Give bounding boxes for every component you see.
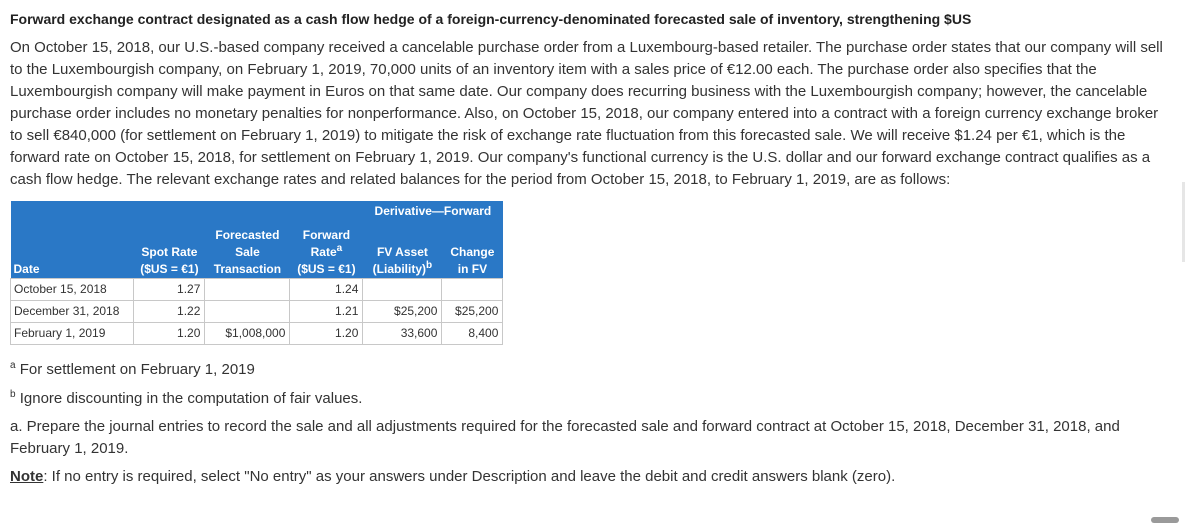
col-header-forecasted-sale: Forecasted Sale Transaction	[205, 220, 290, 279]
cell-date: October 15, 2018	[11, 279, 134, 301]
footnote-a: $^a$ For settlement on February 1, 2019	[10, 360, 255, 378]
cell-fv-asset: $25,200	[363, 301, 442, 323]
cell-fv-asset: 33,600	[363, 323, 442, 345]
cell-change-in-fv	[442, 279, 503, 301]
cell-forecasted-sale: $1,008,000	[205, 323, 290, 345]
cell-forecasted-sale	[205, 279, 290, 301]
cell-date: February 1, 2019	[11, 323, 134, 345]
col-header-fv-asset: FV Asset (Liability)$^b$	[363, 220, 442, 279]
cell-forward-rate: 1.20	[290, 323, 363, 345]
cell-fv-asset	[363, 279, 442, 301]
problem-intro: On October 15, 2018, our U.S.-based company received a cancelable purchase order from a Luxembourg-based retailer. The purchase order states that our company will sell to the Luxembourgish company, on February 1, 2019, 70,000 units of an inventory item with a sales price of €12.00 each. The purchase order also specifies that the Luxembourgish company will make payment in Euros on that same date. Our company does recurring business with the Luxembourgish company; however, the cancelable purchase order includes no monetary penalties for nonperformance. Also, on October 15, 2018, our company entered into a contract with a foreign currency exchange broker to sell €840,000 (for settlement on February 1, 2019) to mitigate the risk of exchange rate fluctuation from this forecasted sale. We will receive $1.24 per €1, which is the forward rate on October 15, 2018, for settlement on February 1, 2019. Our company's functional currency is the U.S. dollar and our forward exchange contract qualifies as a cash flow hedge. The relevant exchange rates and related balances for the period from October 15, 2018, to February 1, 2019, are as follows:	[10, 39, 1163, 188]
footnote-b: $^b$ Ignore discounting in the computation of fair values.	[10, 389, 363, 407]
cell-change-in-fv: 8,400	[442, 323, 503, 345]
exchange-rate-table	[10, 201, 503, 345]
question-a: a. Prepare the journal entries to record the sale and all adjustments required for the forecasted sale and forward contract at October 15, 2018, December 31, 2018, and February 1, 2019.	[10, 418, 1120, 457]
cell-spot-rate: 1.27	[134, 279, 205, 301]
cell-date: December 31, 2018	[11, 301, 134, 323]
footnote-mark-a: a	[336, 243, 343, 254]
problem-title: Forward exchange contract designated as a cash flow hedge of a foreign-currency-denominated forecasted sale of inventory, strengthening $US	[10, 11, 972, 27]
col-header-forward-rate: Forward Rate$^a$ ($US = €1)	[290, 220, 363, 279]
problem-content	[10, 0, 1170, 488]
cell-spot-rate: 1.20	[134, 323, 205, 345]
cell-spot-rate: 1.22	[134, 301, 205, 323]
table-row	[11, 323, 503, 345]
table-row	[11, 301, 503, 323]
col-header-change-in-fv: Change in FV	[442, 220, 503, 279]
note	[10, 466, 1170, 488]
note-text: : If no entry is required, select "No entry" as your answers under Description and leave the debit and credit answers blank (zero).	[43, 468, 896, 485]
col-header-spot-rate: Spot Rate ($US = €1)	[134, 220, 205, 279]
note-label: Note	[10, 468, 44, 485]
col-header-date: Date	[11, 220, 134, 279]
derivative-forward-header: Derivative—Forward	[363, 201, 503, 220]
cell-forward-rate: 1.24	[290, 279, 363, 301]
cell-forward-rate: 1.21	[290, 301, 363, 323]
footnote-mark-b: b	[426, 260, 433, 271]
footnotes	[10, 359, 1170, 410]
table-row	[11, 279, 503, 301]
cell-forecasted-sale	[205, 301, 290, 323]
cell-change-in-fv: $25,200	[442, 301, 503, 323]
scroll-handle[interactable]	[1151, 517, 1179, 523]
